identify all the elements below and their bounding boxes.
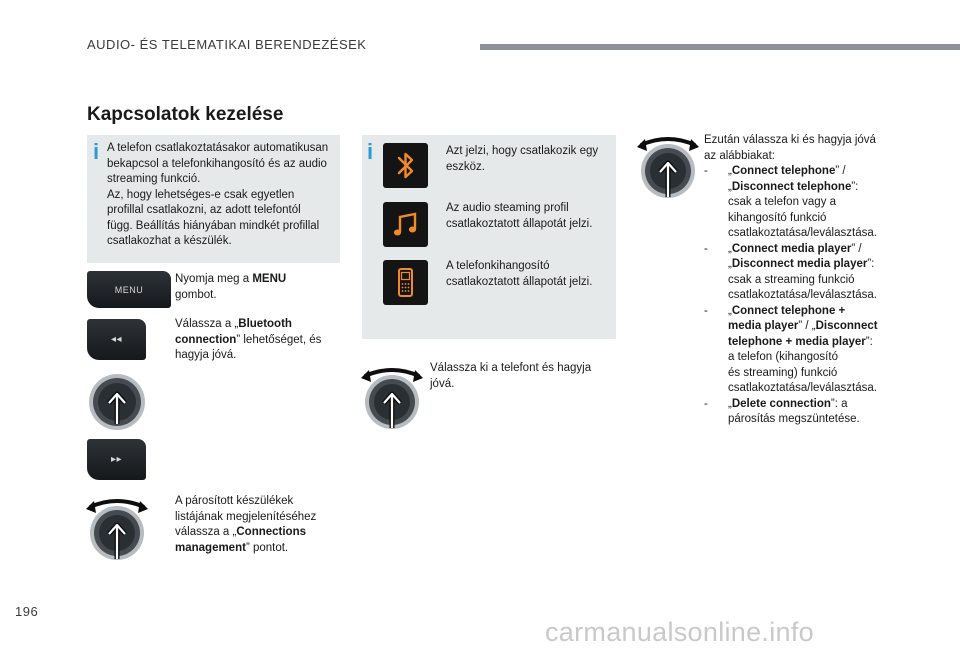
phone-desc: A telefonkihangosító csatlakoztatott állapotát jelzi. [446, 260, 593, 288]
music-note-icon [383, 202, 428, 247]
list-item: - „Connect media player” / „Disconnect media player”: csak a streaming funkció csatlakoztatása/leválasztása. [704, 242, 877, 301]
next-button [87, 439, 146, 480]
audio-desc: Az audio steaming profil csatlakoztatott állapotát jelzi. [446, 202, 593, 230]
menu-button [87, 271, 171, 308]
list-item: - „Connect telephone + media player” / „Disconnect telephone + media player”: a telefon (kihangosító és streaming) funkció csatlakoztatása/leválasztása. [704, 304, 878, 394]
header-title: AUDIO- ÉS TELEMATIKAI BERENDEZÉSEK [87, 37, 367, 52]
rotary-knob-icon [359, 362, 425, 432]
bluetooth-icon [383, 143, 428, 188]
page-number: 196 [15, 604, 39, 619]
info-left-text: A telefon csatlakoztatásakor automatikusan bekapcsol a telefonkihangosító és az audio streaming funkció. Az, hogy lehetséges-e csak egyetlen profillal csatlakozni, az adott telefontól függ. Beállítás hiányában mindkét profillal csatlakozhat a készülék. [107, 142, 329, 247]
rotary-knob-icon [635, 131, 701, 201]
info-icon: i [367, 139, 374, 164]
step-phone-select-text: Válassza ki a telefont és hagyja jóvá. [430, 362, 592, 390]
step-connections-text: A párosított készülékek listájának megjelenítéséhez válassza a „Connections management” pontot. [175, 495, 317, 554]
next-icon: ▸▸ [110, 454, 123, 465]
rotary-knob-icon [87, 372, 147, 432]
menu-button-label: MENU [114, 284, 144, 295]
previous-button [87, 319, 146, 360]
options-list: Ezután válassza ki és hagyja jóvá az alábbiakat: - „Connect telephone” / „Disconnect telephone”: csak a telefon vagy a kihangosító funkció csatlakoztatása/leválasztása. - „Connect media player” / „Disconnect media player”: csak a streaming funkció csatlakoztatása/leválasztása. - „Connect telephone + media player” / „Disconnect telephone + media player”: a telefon (kihangosító és streaming) funkció csatlakoztatása/leválasztása. - „Delete connection”: a párosítás megszüntetése. [704, 133, 904, 428]
list-item: - „Delete connection”: a párosítás megszüntetése. [704, 397, 860, 425]
step-menu-text: Nyomja meg a MENU gombot. [175, 273, 287, 301]
previous-icon: ◂◂ [110, 334, 123, 345]
step-bluetooth-text: Válassza a „Bluetooth connection” lehetőséget, és hagyja jóvá. [175, 318, 322, 361]
rotary-knob-icon [84, 493, 150, 563]
mobile-phone-icon [383, 260, 428, 305]
bluetooth-desc: Azt jelzi, hogy csatlakozik egy eszköz. [446, 145, 599, 173]
watermark: carmanualsonline.info [545, 617, 814, 647]
info-icon: i [93, 139, 100, 164]
header-bar [480, 44, 960, 50]
list-item: - „Connect telephone” / „Disconnect telephone”: csak a telefon vagy a kihangosító funkció csatlakoztatása/leválasztása. [704, 165, 877, 239]
section-title: Kapcsolatok kezelése [87, 104, 284, 125]
